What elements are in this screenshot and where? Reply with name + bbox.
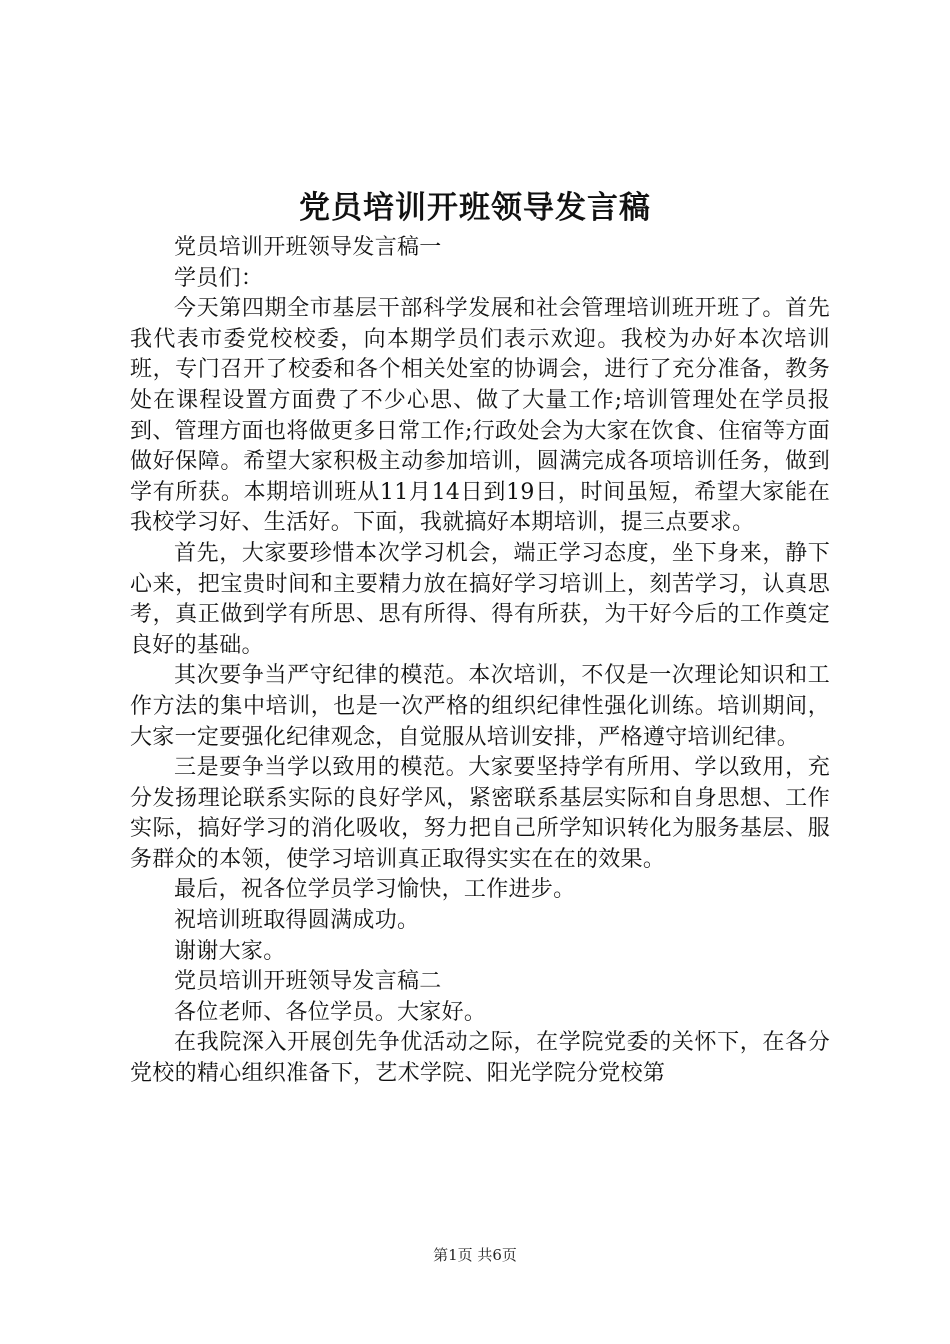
- page-footer: 第1页 共6页: [433, 1246, 517, 1264]
- paragraph-third-requirement: 三是要争当学以致用的模范。大家要坚持学有所用、学以致用，充分发扬理论联系实际的良好学风，紧密联系基层实际和自身思想、工作实际，搞好学习的消化吸收，努力把自己所学知识转化为服务基层、服务群众的本领，使学习培训真正取得实实在在的效果。: [130, 755, 830, 872]
- paragraph-section-2-opening: 在我院深入开展创先争优活动之际，在学院党委的关怀下，在各分党校的精心组织准备下，艺术学院、阳光学院分党校第: [130, 1030, 830, 1087]
- paragraph-thanks: 谢谢大家。: [174, 938, 286, 964]
- document-title: 党员培训开班领导发言稿: [299, 190, 651, 226]
- document-body: [130, 233, 830, 1090]
- section-heading-2: 党员培训开班领导发言稿二: [174, 969, 442, 995]
- paragraph-opening: 今天第四期全市基层干部科学发展和社会管理培训班开班了。首先我代表市委党校校委，向本期学员们表示欢迎。我校为办好本次培训班，专门召开了校委和各个相关处室的协调会，进行了充分准备，教务处在课程设置方面费了不少心思、做了大量工作;培训管理处在学员报到、管理方面也将做更多日常工作;行政处会为大家在饮食、住宿等方面做好保障。希望大家积极主动参加培训，圆满完成各项培训任务，做到学有所获。本期培训班从11月14日到19日，时间虽短，希望大家能在我校学习好、生活好。下面，我就搞好本期培训，提三点要求。: [130, 296, 830, 536]
- section-heading-1: 党员培训开班领导发言稿一: [174, 235, 442, 260]
- paragraph-success-wish: 祝培训班取得圆满成功。: [174, 908, 420, 934]
- paragraph-second-requirement: 其次要争当严守纪律的模范。本次培训，不仅是一次理论知识和工作方法的集中培训，也是一次严格的组织纪律性强化训练。培训期间，大家一定要强化纪律观念，自觉服从培训安排，严格遵守培训纪律。: [130, 663, 830, 750]
- salutation: 学员们：: [174, 265, 264, 291]
- paragraph-closing-wish: 最后，祝各位学员学习愉快，工作进步。: [174, 877, 576, 903]
- paragraph-first-requirement: 首先，大家要珍惜本次学习机会，端正学习态度，坐下身来，静下心来，把宝贵时间和主要精力放在搞好学习培训上，刻苦学习，认真思考，真正做到学有所思、思有所得、得有所获，为干好今后的工作奠定良好的基础。: [130, 540, 830, 658]
- salutation-2: 各位老师、各位学员。大家好。: [174, 999, 487, 1025]
